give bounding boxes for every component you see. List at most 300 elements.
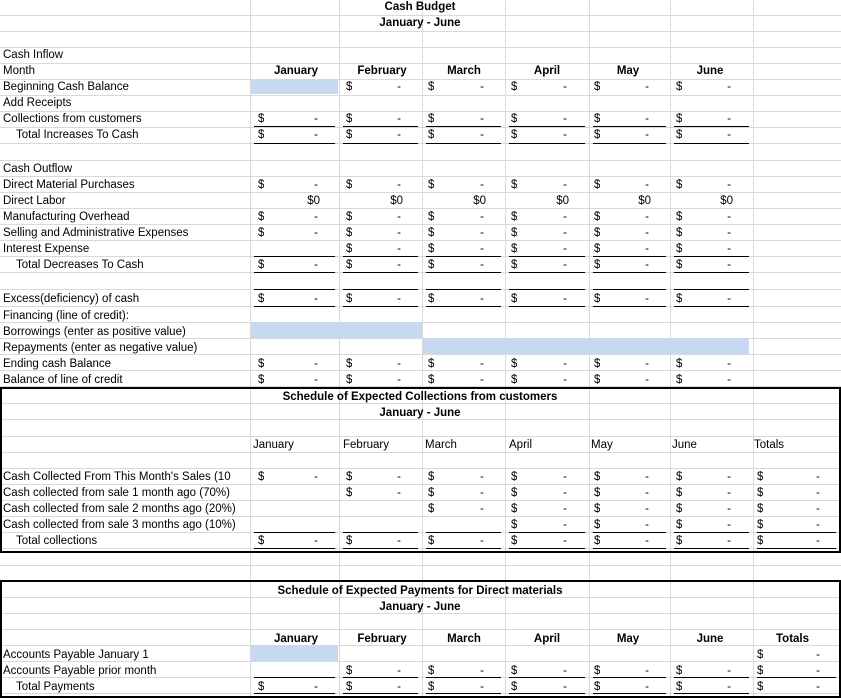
gridline-row <box>0 160 841 161</box>
repayments-label: Repayments (enter as negative value) <box>3 342 198 354</box>
cash-outflow-header: Cash Outflow <box>3 163 73 175</box>
amount-value[interactable]: - <box>314 227 318 239</box>
add-receipts-label: Add Receipts <box>3 97 72 109</box>
currency-symbol: $ <box>511 227 518 239</box>
amount-value[interactable]: - <box>816 535 820 547</box>
amount-value[interactable]: - <box>645 519 649 531</box>
amount-value[interactable]: - <box>563 519 567 531</box>
amount-value[interactable]: - <box>397 259 401 271</box>
currency-symbol: $ <box>594 129 601 141</box>
currency-symbol: $ <box>676 113 683 125</box>
amount-value[interactable]: - <box>816 487 820 499</box>
currency-symbol: $ <box>346 129 353 141</box>
currency-symbol: $ <box>511 665 518 677</box>
currency-symbol: $ <box>428 293 435 305</box>
month-header-march: March <box>447 65 481 77</box>
amount-value[interactable]: - <box>563 681 567 693</box>
amount-value[interactable]: - <box>563 535 567 547</box>
amount-value[interactable]: - <box>397 471 401 483</box>
amount-value[interactable]: - <box>727 293 731 305</box>
total-rule <box>593 289 666 290</box>
amount-value[interactable]: - <box>727 211 731 223</box>
total-rule <box>593 256 666 257</box>
gridline-row <box>0 370 841 371</box>
gridline-row <box>0 224 841 225</box>
amount-value[interactable]: - <box>480 129 484 141</box>
currency-symbol: $ <box>676 535 683 547</box>
total-rule <box>343 532 418 533</box>
currency-symbol: $ <box>594 259 601 271</box>
amount-value[interactable]: - <box>480 227 484 239</box>
amount-value[interactable]: - <box>480 358 484 370</box>
amount-value[interactable]: - <box>645 471 649 483</box>
currency-symbol: $ <box>428 179 435 191</box>
collections-row-3-months: Cash collected from sale 3 months ago (10%) <box>3 519 236 531</box>
direct-labor-value[interactable]: $0 <box>720 195 733 207</box>
currency-symbol: $ <box>594 81 601 93</box>
total-rule <box>509 548 585 549</box>
total-rule <box>509 272 585 273</box>
collections-month-june: June <box>672 439 697 451</box>
total-rule <box>674 693 749 694</box>
currency-symbol: $ <box>511 374 518 386</box>
amount-value[interactable]: - <box>480 487 484 499</box>
total-rule <box>254 532 335 533</box>
currency-symbol: $ <box>757 649 764 661</box>
payments-month-april: April <box>533 633 561 645</box>
payments-month-january: January <box>273 633 319 645</box>
amount-value[interactable]: - <box>645 227 649 239</box>
currency-symbol: $ <box>346 681 353 693</box>
total-rule <box>674 289 749 290</box>
currency-symbol: $ <box>594 211 601 223</box>
accounts-payable-jan-label: Accounts Payable January 1 <box>3 649 149 661</box>
currency-symbol: $ <box>594 503 601 515</box>
excess-cash-label: Excess(deficiency) of cash <box>3 293 140 305</box>
total-rule <box>343 306 418 307</box>
total-rule <box>343 272 418 273</box>
amount-value[interactable]: - <box>816 681 820 693</box>
total-rule <box>343 126 418 127</box>
payments-schedule-period: January - June <box>379 601 461 613</box>
total-rule <box>343 289 418 290</box>
amount-value[interactable]: - <box>645 487 649 499</box>
currency-symbol: $ <box>511 113 518 125</box>
total-rule <box>674 143 749 144</box>
currency-symbol: $ <box>594 487 601 499</box>
payments-month-february: February <box>357 633 407 645</box>
amount-value[interactable]: - <box>563 358 567 370</box>
currency-symbol: $ <box>676 293 683 305</box>
amount-value[interactable]: - <box>727 503 731 515</box>
total-rule <box>593 143 666 144</box>
amount-value[interactable]: - <box>563 227 567 239</box>
currency-symbol: $ <box>428 374 435 386</box>
cash-inflow-header: Cash Inflow <box>3 49 64 61</box>
currency-symbol: $ <box>594 374 601 386</box>
currency-symbol: $ <box>428 358 435 370</box>
total-rule <box>593 693 666 694</box>
currency-symbol: $ <box>511 519 518 531</box>
currency-symbol: $ <box>594 535 601 547</box>
total-rule <box>509 532 585 533</box>
currency-symbol: $ <box>757 471 764 483</box>
collections-month-february: February <box>343 439 390 451</box>
amount-value[interactable]: - <box>397 113 401 125</box>
collections-month-march: March <box>425 439 457 451</box>
currency-symbol: $ <box>346 211 353 223</box>
currency-symbol: $ <box>511 179 518 191</box>
collections-month-april: April <box>509 439 533 451</box>
month-header-april: April <box>533 65 561 77</box>
currency-symbol: $ <box>428 535 435 547</box>
amount-value[interactable]: - <box>397 129 401 141</box>
month-label: Month <box>3 65 35 77</box>
gridline-row <box>0 47 841 48</box>
total-rule <box>593 677 666 678</box>
amount-value[interactable]: - <box>314 535 318 547</box>
amount-value[interactable]: - <box>480 471 484 483</box>
amount-value[interactable]: - <box>480 665 484 677</box>
amount-value[interactable]: - <box>816 503 820 515</box>
total-collections-label: Total collections <box>16 535 98 547</box>
amount-value[interactable]: - <box>727 179 731 191</box>
currency-symbol: $ <box>428 227 435 239</box>
amount-value[interactable]: - <box>727 681 731 693</box>
currency-symbol: $ <box>346 81 353 93</box>
amount-value[interactable]: - <box>727 471 731 483</box>
input-cell[interactable] <box>251 322 422 338</box>
amount-value[interactable]: - <box>397 681 401 693</box>
direct-labor-value[interactable]: $0 <box>390 195 403 207</box>
amount-value[interactable]: - <box>314 471 318 483</box>
collections-schedule-period: January - June <box>379 407 461 419</box>
total-payments-label: Total Payments <box>16 681 95 693</box>
amount-value[interactable]: - <box>645 129 649 141</box>
currency-symbol: $ <box>428 471 435 483</box>
payments-month-june: June <box>696 633 724 645</box>
amount-value[interactable]: - <box>563 293 567 305</box>
currency-symbol: $ <box>676 471 683 483</box>
currency-symbol: $ <box>346 665 353 677</box>
payments-month-march: March <box>447 633 481 645</box>
amount-value[interactable]: - <box>645 665 649 677</box>
amount-value[interactable]: - <box>563 503 567 515</box>
currency-symbol: $ <box>428 665 435 677</box>
beginning-cash-balance-label: Beginning Cash Balance <box>3 81 129 93</box>
amount-value[interactable]: - <box>563 471 567 483</box>
currency-symbol: $ <box>511 681 518 693</box>
currency-symbol: $ <box>676 81 683 93</box>
currency-symbol: $ <box>511 358 518 370</box>
currency-symbol: $ <box>676 665 683 677</box>
amount-value[interactable]: - <box>397 665 401 677</box>
total-rule <box>426 306 501 307</box>
currency-symbol: $ <box>258 227 265 239</box>
borrowings-label: Borrowings (enter as positive value) <box>3 326 186 338</box>
amount-value[interactable]: - <box>563 211 567 223</box>
currency-symbol: $ <box>757 519 764 531</box>
total-rule <box>343 143 418 144</box>
currency-symbol: $ <box>511 259 518 271</box>
direct-labor-value[interactable]: $0 <box>556 195 569 207</box>
amount-value[interactable]: - <box>727 487 731 499</box>
total-rule <box>674 532 749 533</box>
amount-value[interactable]: - <box>816 649 820 661</box>
currency-symbol: $ <box>511 243 518 255</box>
currency-symbol: $ <box>346 535 353 547</box>
currency-symbol: $ <box>594 227 601 239</box>
collections-label: Collections from customers <box>3 113 142 125</box>
currency-symbol: $ <box>757 487 764 499</box>
amount-value[interactable]: - <box>480 293 484 305</box>
amount-value[interactable]: - <box>645 358 649 370</box>
currency-symbol: $ <box>346 259 353 271</box>
input-cell[interactable] <box>423 338 749 354</box>
amount-value[interactable]: - <box>397 487 401 499</box>
amount-value[interactable]: - <box>645 113 649 125</box>
currency-symbol: $ <box>346 113 353 125</box>
currency-symbol: $ <box>346 487 353 499</box>
ending-cash-balance-label: Ending cash Balance <box>3 358 112 370</box>
total-rule <box>254 693 335 694</box>
amount-value[interactable]: - <box>727 129 731 141</box>
amount-value[interactable]: - <box>397 81 401 93</box>
amount-value[interactable]: - <box>314 681 318 693</box>
currency-symbol: $ <box>258 293 265 305</box>
amount-value[interactable]: - <box>480 535 484 547</box>
amount-value[interactable]: - <box>397 293 401 305</box>
amount-value[interactable]: - <box>563 129 567 141</box>
currency-symbol: $ <box>511 471 518 483</box>
amount-value[interactable]: - <box>480 259 484 271</box>
month-header-june: June <box>696 65 724 77</box>
amount-value[interactable]: - <box>727 243 731 255</box>
amount-value[interactable]: - <box>397 374 401 386</box>
amount-value[interactable]: - <box>397 243 401 255</box>
gridline-row <box>0 565 841 566</box>
total-increases-label: Total Increases To Cash <box>16 129 139 141</box>
amount-value[interactable]: - <box>314 358 318 370</box>
currency-symbol: $ <box>594 471 601 483</box>
total-rule <box>674 126 749 127</box>
amount-value[interactable]: - <box>645 681 649 693</box>
currency-symbol: $ <box>346 227 353 239</box>
payments-totals-header: Totals <box>776 633 810 645</box>
collections-row-1-month: Cash collected from sale 1 month ago (70%) <box>3 487 230 499</box>
amount-value[interactable]: - <box>645 211 649 223</box>
currency-symbol: $ <box>676 503 683 515</box>
amount-value[interactable]: - <box>816 471 820 483</box>
amount-value[interactable]: - <box>645 81 649 93</box>
currency-symbol: $ <box>594 293 601 305</box>
month-header-may: May <box>616 65 640 77</box>
cash-budget-title: Cash Budget <box>384 1 456 13</box>
interest-expense-label: Interest Expense <box>3 243 90 255</box>
amount-value[interactable]: - <box>480 503 484 515</box>
direct-labor-value[interactable]: $0 <box>473 195 486 207</box>
amount-value[interactable]: - <box>480 374 484 386</box>
amount-value[interactable]: - <box>563 487 567 499</box>
amount-value[interactable]: - <box>397 211 401 223</box>
manufacturing-overhead-label: Manufacturing Overhead <box>3 211 130 223</box>
amount-value[interactable]: - <box>397 227 401 239</box>
collections-row-2-months: Cash collected from sale 2 months ago (20%) <box>3 503 236 515</box>
amount-value[interactable]: - <box>816 519 820 531</box>
currency-symbol: $ <box>346 293 353 305</box>
currency-symbol: $ <box>757 681 764 693</box>
amount-value[interactable]: - <box>563 374 567 386</box>
currency-symbol: $ <box>258 211 265 223</box>
direct-labor-value[interactable]: $0 <box>638 195 651 207</box>
currency-symbol: $ <box>346 179 353 191</box>
currency-symbol: $ <box>676 519 683 531</box>
amount-value[interactable]: - <box>480 681 484 693</box>
balance-line-credit-label: Balance of line of credit <box>3 374 123 386</box>
payments-schedule-title: Schedule of Expected Payments for Direct materials <box>277 585 563 597</box>
amount-value[interactable]: - <box>314 293 318 305</box>
currency-symbol: $ <box>346 243 353 255</box>
total-rule <box>509 289 585 290</box>
amount-value[interactable]: - <box>480 243 484 255</box>
currency-symbol: $ <box>511 293 518 305</box>
amount-value[interactable]: - <box>397 179 401 191</box>
total-rule <box>254 548 335 549</box>
currency-symbol: $ <box>594 681 601 693</box>
currency-symbol: $ <box>346 471 353 483</box>
input-cell[interactable] <box>251 79 338 94</box>
currency-symbol: $ <box>676 243 683 255</box>
total-rule <box>593 272 666 273</box>
currency-symbol: $ <box>428 503 435 515</box>
total-rule <box>509 306 585 307</box>
amount-value[interactable]: - <box>480 81 484 93</box>
currency-symbol: $ <box>258 129 265 141</box>
currency-symbol: $ <box>594 243 601 255</box>
direct-labor-value[interactable]: $0 <box>307 195 320 207</box>
gridline-row <box>0 240 841 241</box>
amount-value[interactable]: - <box>480 113 484 125</box>
total-rule <box>343 256 418 257</box>
currency-symbol: $ <box>511 535 518 547</box>
amount-value[interactable]: - <box>727 81 731 93</box>
amount-value[interactable]: - <box>480 211 484 223</box>
total-rule <box>426 143 501 144</box>
currency-symbol: $ <box>676 374 683 386</box>
total-rule <box>426 272 501 273</box>
currency-symbol: $ <box>428 259 435 271</box>
currency-symbol: $ <box>258 358 265 370</box>
currency-symbol: $ <box>594 519 601 531</box>
amount-value[interactable]: - <box>397 535 401 547</box>
amount-value[interactable]: - <box>314 259 318 271</box>
cash-budget-period: January - June <box>379 17 461 29</box>
gridline-row <box>0 192 841 193</box>
amount-value[interactable]: - <box>563 665 567 677</box>
total-rule <box>674 677 749 678</box>
total-rule <box>343 677 418 678</box>
amount-value[interactable]: - <box>645 179 649 191</box>
total-rule <box>254 677 335 678</box>
total-rule <box>254 289 335 290</box>
gridline-row <box>0 208 841 209</box>
amount-value[interactable]: - <box>480 179 484 191</box>
amount-value[interactable]: - <box>563 243 567 255</box>
currency-symbol: $ <box>676 129 683 141</box>
amount-value[interactable]: - <box>314 113 318 125</box>
amount-value[interactable]: - <box>314 129 318 141</box>
amount-value[interactable]: - <box>397 358 401 370</box>
currency-symbol: $ <box>258 681 265 693</box>
total-rule <box>674 272 749 273</box>
total-rule <box>757 548 836 549</box>
collections-schedule-title: Schedule of Expected Collections from customers <box>282 391 558 403</box>
amount-value[interactable]: - <box>727 358 731 370</box>
month-header-january: January <box>273 65 319 77</box>
amount-value[interactable]: - <box>645 374 649 386</box>
amount-value[interactable]: - <box>816 665 820 677</box>
amount-value[interactable]: - <box>727 374 731 386</box>
amount-value[interactable]: - <box>563 179 567 191</box>
currency-symbol: $ <box>511 129 518 141</box>
total-rule <box>674 306 749 307</box>
amount-value[interactable]: - <box>727 113 731 125</box>
amount-value[interactable]: - <box>314 211 318 223</box>
currency-symbol: $ <box>346 374 353 386</box>
total-rule <box>593 126 666 127</box>
amount-value[interactable]: - <box>645 535 649 547</box>
currency-symbol: $ <box>511 211 518 223</box>
amount-value[interactable]: - <box>727 519 731 531</box>
total-rule <box>426 532 501 533</box>
currency-symbol: $ <box>757 535 764 547</box>
amount-value[interactable]: - <box>727 665 731 677</box>
amount-value[interactable]: - <box>563 113 567 125</box>
total-rule <box>426 548 501 549</box>
total-rule <box>757 532 836 533</box>
amount-value[interactable]: - <box>645 259 649 271</box>
direct-material-label: Direct Material Purchases <box>3 179 135 191</box>
currency-symbol: $ <box>428 113 435 125</box>
amount-value[interactable]: - <box>645 503 649 515</box>
currency-symbol: $ <box>757 665 764 677</box>
total-rule <box>254 272 335 273</box>
currency-symbol: $ <box>676 358 683 370</box>
total-rule <box>426 289 501 290</box>
currency-symbol: $ <box>258 113 265 125</box>
currency-symbol: $ <box>594 113 601 125</box>
total-rule <box>509 693 585 694</box>
financing-label: Financing (line of credit): <box>3 310 129 322</box>
amount-value[interactable]: - <box>314 179 318 191</box>
currency-symbol: $ <box>511 81 518 93</box>
amount-value[interactable]: - <box>727 535 731 547</box>
payments-month-may: May <box>616 633 640 645</box>
amount-value[interactable]: - <box>727 259 731 271</box>
amount-value[interactable]: - <box>563 259 567 271</box>
currency-symbol: $ <box>511 503 518 515</box>
amount-value[interactable]: - <box>645 243 649 255</box>
collections-totals-header: Totals <box>754 439 785 451</box>
currency-symbol: $ <box>676 681 683 693</box>
amount-value[interactable]: - <box>645 293 649 305</box>
amount-value[interactable]: - <box>563 81 567 93</box>
currency-symbol: $ <box>258 535 265 547</box>
gridline-row <box>0 31 841 32</box>
amount-value[interactable]: - <box>727 227 731 239</box>
collections-month-may: May <box>591 439 613 451</box>
amount-value[interactable]: - <box>314 374 318 386</box>
